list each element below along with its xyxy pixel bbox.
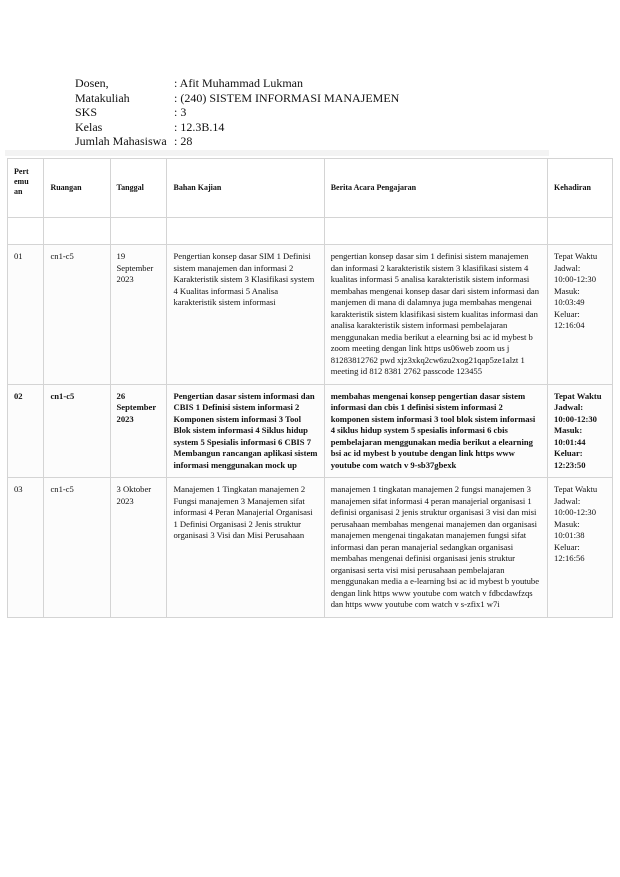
cell-berita-acara: membahas mengenai konsep pengertian dasar sistem informasi dan cbis 1 definisi sistem informasi 2 komponen sistem informasi 3 tool blok sistem informasi 4 siklus hidup system 5 spesialis informasi 6 cbis pembelajaran menggunakan media berikut a elearning bsi ac id mybest b youtube dengan link https www youtube com watch v 9-sb37gbexk (324, 384, 547, 478)
table-header-row (8, 159, 613, 218)
kehadiran-jadwal: 10:00-12:30 (554, 507, 597, 517)
kehadiran-jadwal-label: Jadwal: (554, 495, 581, 506)
kehadiran-jadwal: 10:00-12:30 (554, 274, 597, 284)
kehadiran-masuk: 10:01:44 (554, 436, 586, 447)
cell-kehadiran (548, 478, 613, 618)
kehadiran-masuk-label: Masuk: (554, 518, 580, 529)
header-kehadiran: Kehadiran (548, 159, 613, 218)
kehadiran-jadwal-label: Jadwal: (554, 402, 584, 412)
table-spacer-row (8, 218, 613, 245)
kehadiran-keluar-label: Keluar: (554, 541, 580, 552)
cell-tanggal: 3 Oktober 2023 (110, 478, 167, 618)
kehadiran-masuk-label: Masuk: (554, 285, 580, 296)
cell-kehadiran (548, 245, 613, 385)
kehadiran-masuk: 10:03:49 (554, 297, 585, 307)
info-row-sks (75, 105, 399, 120)
cell-bahan-kajian: Pengertian dasar sistem informasi dan CBIS 1 Definisi sistem informasi 2 Komponen sistem informasi 3 Tool Blok sistem informasi 4 Siklus hidup system 5 Spesialis informasi 6 CBIS 7 Membangun rancangan aplikasi sistem informasi menggunakan mock up (167, 384, 324, 478)
header-bahan-kajian: Bahan Kajian (167, 159, 324, 218)
cell-ruangan: cn1-c5 (44, 478, 110, 618)
info-label: Dosen, (75, 76, 109, 90)
kehadiran-status: Tepat Waktu (554, 251, 598, 261)
cell-no: 02 (8, 384, 44, 478)
kehadiran-masuk-label: Masuk: (554, 425, 583, 435)
header-ruangan: Ruangan (44, 159, 110, 218)
info-row-matakuliah (75, 91, 399, 106)
info-value: : 3 (174, 105, 187, 119)
kehadiran-keluar-label: Keluar: (554, 308, 580, 319)
cell-bahan-kajian: Manajemen 1 Tingkatan manajemen 2 Fungsi manajemen 3 Manajemen sifat informasi 4 Peran Manajerial Organisasi 1 Definisi Organisasi 2 Jenis struktur organisasi 3 Visi dan Misi Perusahaan (167, 478, 324, 618)
info-value: : Afit Muhammad Lukman (174, 76, 303, 90)
kehadiran-keluar: 12:23:50 (554, 459, 586, 470)
info-value: : 28 (174, 134, 193, 148)
kehadiran-masuk: 10:01:38 (554, 530, 585, 540)
cell-no: 03 (8, 478, 44, 618)
header-pertemuan: Pert emu an (8, 159, 44, 218)
kehadiran-jadwal: 10:00-12:30 (554, 413, 597, 424)
cell-no: 01 (8, 245, 44, 385)
kehadiran-keluar-label: Keluar: (554, 448, 583, 458)
info-label: Matakuliah (75, 90, 130, 105)
cell-tanggal: 26 September 2023 (110, 384, 167, 478)
cell-berita-acara: manajemen 1 tingkatan manajemen 2 fungsi manajemen 3 manajemen sifat informasi 4 peran manajerial organisasi 1 definisi organisasi 2 jenis struktur organisasi 3 visi dan misi perusahaan membahas mengenai manajemen dan organisasi manajemen mengenai tingakatan manajemen fungsi sifat informasi dan peran manajerial sedangkan organisasi membahas mengenai definisi organisasi jenis struktur organisasi serta visi misi perusahaan pembelajaran menggunakan media a e-learning bsi ac id mybest b youtube dengan link https www youtube com watch v fdbcdawfzqs dan https www youtube com watch v s-zfix1 w7i (324, 478, 547, 618)
info-value: : (240) SISTEM INFORMASI MANAJEMEN (174, 90, 400, 105)
info-value: : 12.3B.14 (174, 119, 225, 134)
teaching-journal-table (7, 158, 613, 618)
info-label: SKS (75, 105, 98, 119)
kehadiran-keluar: 12:16:04 (554, 320, 585, 330)
course-info (75, 76, 399, 149)
kehadiran-status: Tepat Waktu (554, 484, 598, 494)
cell-bahan-kajian: Pengertian konsep dasar SIM 1 Definisi sistem manajemen dan informasi 2 Karakteristik sistem 3 Klasifikasi system 4 Kualitas informasi 5 Analisa karakteristik sistem informasi (167, 245, 324, 385)
header-divider (5, 150, 549, 156)
info-label: Jumlah Mahasiswa (75, 134, 167, 148)
info-row-dosen (75, 76, 399, 91)
cell-kehadiran (548, 384, 613, 478)
table-row (8, 478, 613, 618)
info-row-jumlah (75, 134, 399, 149)
cell-ruangan: cn1-c5 (44, 245, 110, 385)
table-row (8, 384, 613, 478)
cell-ruangan: cn1-c5 (44, 384, 110, 478)
cell-tanggal: 19 September 2023 (110, 245, 167, 385)
info-row-kelas (75, 120, 399, 135)
cell-berita-acara: pengertian konsep dasar sim 1 definisi sistem manajemen dan informasi 2 karakteristik sistem 3 klasifikasi sistem 4 kualitas informasi 5 analisa karakteristik sistem informasi membahas mengenai konsep dasar dari sistem informasi dan manjemen di mana di dalamnya juga membahas mengenai karakteristik sistem klasifikasi sistem kualitas informasi dan analisa karakteristik sistem informasi pembelajaran menggunakan media berikut a elearning bsi ac id mybest b zoom meeting dengan link https us06web zoom us j 81283812762 pwd xjz3xkq2cw6zu2xog21qap5ze1alzt 1 meeting id 812 8381 2762 passcode 123455 (324, 245, 547, 385)
table-row (8, 245, 613, 385)
info-label: Kelas (75, 119, 103, 134)
header-tanggal: Tanggal (110, 159, 167, 218)
kehadiran-status: Tepat Waktu (554, 390, 602, 401)
kehadiran-keluar: 12:16:56 (554, 553, 585, 563)
kehadiran-jadwal-label: Jadwal: (554, 262, 581, 273)
header-berita-acara: Berita Acara Pengajaran (324, 159, 547, 218)
